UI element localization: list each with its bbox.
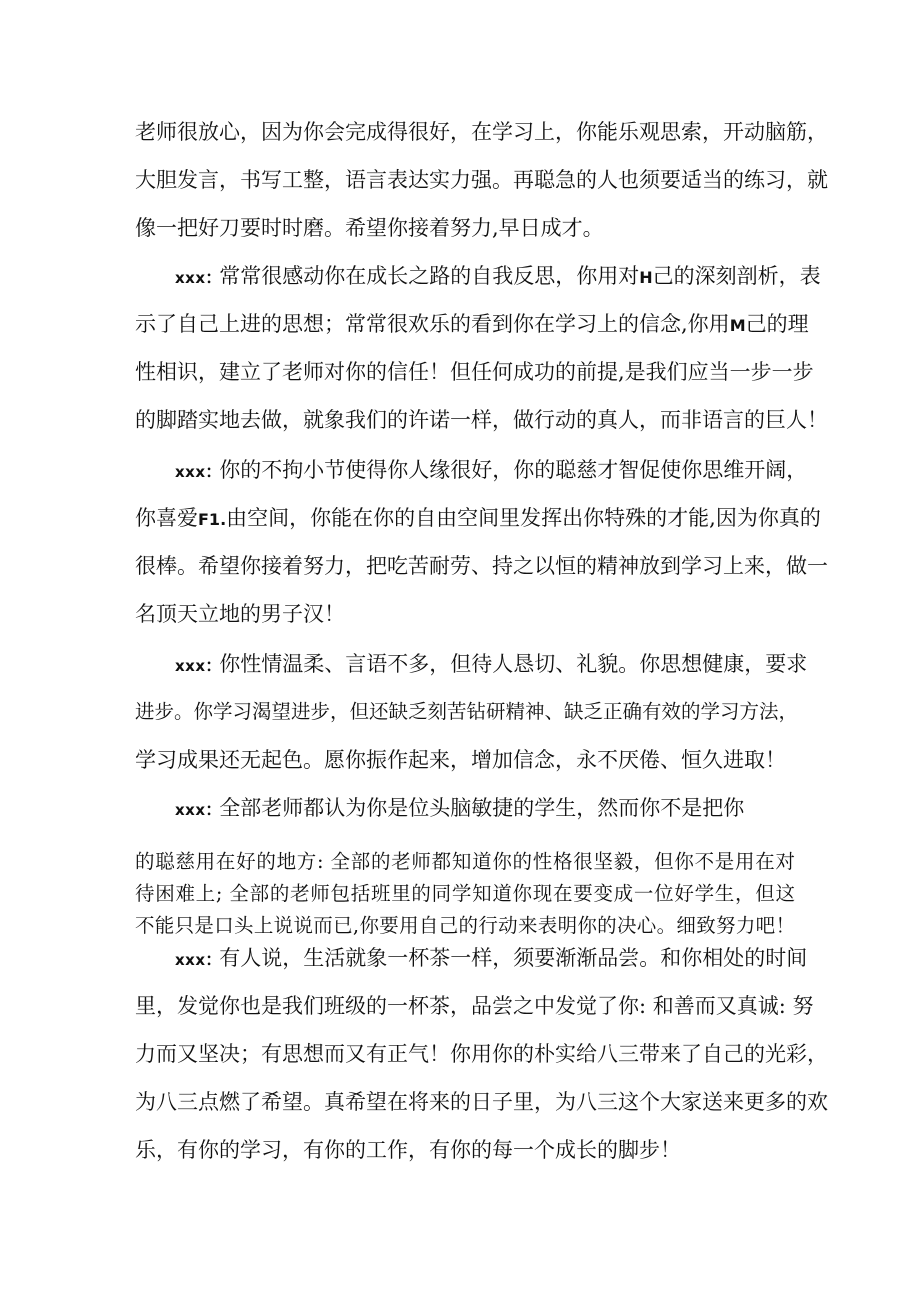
text-line: 大胆发言，书写工整，语言表达实力强。再聪急的人也须要适当的练习，就 <box>135 168 828 192</box>
text-line: 待困难上; 全部的老师包括班里的同学知道你现在要变成一位好学生，但这 <box>135 882 795 905</box>
ocr-artifact: F1. <box>198 510 227 529</box>
text-line: 进步。你学习渴望进步，但还缺乏刻苦钻研精神、缺乏正确有效的学习方法， <box>135 700 799 723</box>
text-line: 里，发觉你也是我们班级的一杯茶，品尝之中发觉了你: 和善而又真诚: 努 <box>135 994 814 1018</box>
text-line: 很棒。希望你接着努力，把吃苦耐劳、持之以恒的精神放到学习上来，做一 <box>135 554 828 578</box>
ocr-artifact: H <box>639 268 653 287</box>
text-line: xxx: 你的不拘小节使得你人缘很好，你的聪慈才智促使你思维开阔， <box>175 458 808 482</box>
text-line: xxx: 全部老师都认为你是位头脑敏捷的学生，然而你不是把你 <box>175 796 745 820</box>
text-line: 老师很放心，因为你会完成得很好，在学习上，你能乐观思索，开动脑筋， <box>135 120 828 144</box>
text-line: 像一把好刀要时时磨。希望你接着努力,早日成才。 <box>135 216 604 240</box>
text-line: 不能只是口头上说说而已,你要用自己的行动来表明你的决心。细致努力吧！ <box>135 914 795 937</box>
text-line: 名顶天立地的男子汉！ <box>135 602 345 626</box>
text-line: 乐，有你的学习，有你的工作，有你的每一个成长的脚步！ <box>135 1138 681 1162</box>
text-line: 的聪慈用在好的地方: 全部的老师都知道你的性格很坚毅，但你不是用在对 <box>135 850 795 873</box>
student-tag: xxx <box>175 951 206 969</box>
text-line: 的脚踏实地去做，就象我们的许诺一样，做行动的真人，而非语言的巨人！ <box>135 408 828 432</box>
text-line: 示了自己上进的思想；常常很欢乐的看到你在学习上的信念,你用M己的理 <box>135 312 809 336</box>
text-line: 你喜爱F1.由空间，你能在你的自由空间里发挥出你特殊的才能,因为你真的 <box>135 506 821 530</box>
text-line: xxx: 常常很感动你在成长之路的自我反思，你用对H己的深刻剖析，表 <box>175 264 821 288</box>
student-tag: xxx <box>175 801 206 819</box>
ocr-artifact: M <box>729 316 746 335</box>
student-tag: xxx <box>175 463 206 481</box>
text-line: 为八三点燃了希望。真希望在将来的日子里，为八三这个大家送来更多的欢 <box>135 1090 828 1114</box>
student-tag: xxx <box>175 657 206 675</box>
text-line: xxx: 有人说，生活就象一杯茶一样，须要渐渐品尝。和你相处的时间 <box>175 946 808 970</box>
text-line: 性相识，建立了老师对你的信任！但任何成功的前提,是我们应当一步一步 <box>135 360 814 384</box>
student-tag: xxx <box>175 269 206 287</box>
text-line: 学习成果还无起色。愿你振作起来，增加信念，永不厌倦、恒久进取！ <box>135 748 786 772</box>
text-line: 力而又坚决；有思想而又有正气！你用你的朴实给八三带来了自己的光彩， <box>135 1042 828 1066</box>
text-line: xxx: 你性情温柔、言语不多，但待人恳切、礼貌。你思想健康，要求 <box>175 652 808 676</box>
